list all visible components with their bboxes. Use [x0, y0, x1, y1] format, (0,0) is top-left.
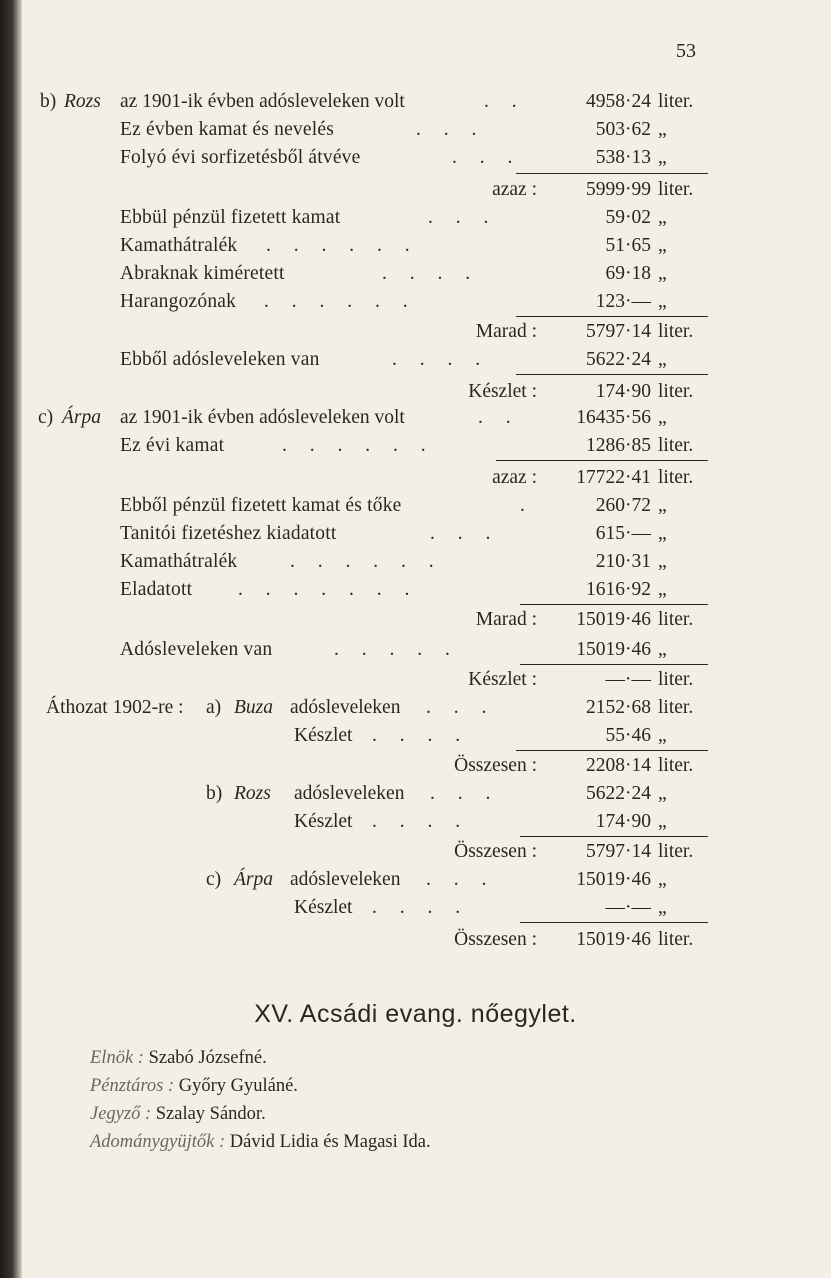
ledger-row	[0, 404, 831, 432]
row-amount: 174·90	[595, 811, 651, 832]
row-unit: „	[658, 147, 667, 168]
ledger-row	[0, 576, 831, 604]
row-amount: 210·31	[595, 551, 651, 572]
row-grain: Árpa	[62, 407, 101, 428]
row-dots: . . . .	[372, 725, 470, 746]
row-amount: 15019·46	[576, 869, 651, 890]
ledger-sum-row	[0, 838, 831, 866]
row-label: Készlet	[294, 897, 353, 918]
row-unit: „	[658, 291, 667, 312]
row-unit: liter.	[658, 435, 694, 456]
row-label: Ez évben kamat és nevelés	[120, 119, 334, 140]
row-label: az 1901-ik évben adósleveleken volt	[120, 91, 405, 112]
ledger-row	[0, 866, 831, 894]
row-unit: „	[658, 235, 667, 256]
row-amount: 5797·14	[586, 841, 651, 862]
officer-line	[90, 1046, 267, 1070]
row-unit: liter.	[658, 381, 694, 402]
row-mark: b)	[206, 783, 223, 804]
row-amount: 4958·24	[586, 91, 651, 112]
row-label: adósleveleken	[290, 869, 401, 890]
row-label: Harangozónak	[120, 291, 237, 312]
row-unit: „	[658, 349, 667, 370]
row-dots: . . .	[430, 523, 500, 544]
officer-line	[90, 1074, 298, 1098]
row-dots: . . .	[452, 147, 522, 168]
row-amount: 1286·85	[586, 435, 651, 456]
sum-label: Összesen :	[454, 929, 537, 950]
row-label: Ez évi kamat	[120, 435, 225, 456]
ledger-row	[0, 116, 831, 144]
sum-rule	[516, 374, 708, 375]
ledger-row	[0, 432, 831, 460]
row-dots: . . . . .	[334, 639, 459, 660]
sum-label: Készlet :	[468, 669, 537, 690]
row-mark: b)	[40, 91, 57, 112]
row-unit: „	[658, 897, 667, 918]
row-label: Eladatott	[120, 579, 193, 600]
row-dots: . . . .	[392, 349, 490, 370]
officer-name: Szalay Sándor.	[155, 1104, 266, 1124]
row-label: Készlet	[294, 811, 353, 832]
ledger-row	[0, 548, 831, 576]
row-amount: 1616·92	[586, 579, 651, 600]
sum-label: Készlet :	[468, 381, 537, 402]
row-mark: c)	[206, 869, 222, 890]
ledger-row	[0, 88, 831, 116]
ledger-row	[0, 694, 831, 722]
row-unit: liter.	[658, 467, 694, 488]
row-amount: 174·90	[595, 381, 651, 402]
row-grain: Árpa	[234, 869, 273, 890]
sum-rule	[520, 664, 708, 665]
row-amount: 69·18	[605, 263, 651, 284]
row-dots: .	[520, 495, 534, 516]
ledger-row	[0, 722, 831, 750]
row-dots: . .	[478, 407, 520, 428]
row-unit: liter.	[658, 321, 694, 342]
row-unit: „	[658, 119, 667, 140]
row-unit: liter.	[658, 669, 694, 690]
row-label: Kamathátralék	[120, 551, 238, 572]
row-label: adósleveleken	[294, 783, 405, 804]
row-dots: . . . . . . .	[238, 579, 419, 600]
row-grain: Rozs	[234, 783, 271, 804]
row-unit: liter.	[658, 755, 694, 776]
row-amount: 5622·24	[586, 349, 651, 370]
row-label: Ebből pénzül fizetett kamat és tőke	[120, 495, 402, 516]
officer-line	[90, 1130, 431, 1154]
row-dots: . . . .	[372, 897, 470, 918]
row-label: Adósleveleken van	[120, 639, 273, 660]
row-amount: 2152·68	[586, 697, 651, 718]
sum-rule	[520, 836, 708, 837]
row-label: Ebből adósleveleken van	[120, 349, 320, 370]
officer-line	[90, 1102, 266, 1126]
row-amount: 2208·14	[586, 755, 651, 776]
row-label: Ebbül pénzül fizetett kamat	[120, 207, 341, 228]
ledger-sum-row	[0, 926, 831, 954]
row-dots: . . .	[430, 783, 500, 804]
officer-role: Jegyző :	[90, 1104, 152, 1124]
ledger-sum-row	[0, 378, 831, 406]
ledger-row	[0, 780, 831, 808]
row-amount: 503·62	[595, 119, 651, 140]
row-amount: 55·46	[605, 725, 651, 746]
ledger-sum-row	[0, 464, 831, 492]
officer-name: Dávid Lidia és Magasi Ida.	[229, 1132, 431, 1152]
ledger-row	[0, 144, 831, 172]
sum-label: Összesen :	[454, 841, 537, 862]
row-dots: . . . . . .	[282, 435, 435, 456]
sum-label: azaz :	[492, 179, 537, 200]
row-unit: liter.	[658, 179, 694, 200]
ledger-row	[0, 346, 831, 374]
row-mark: c)	[38, 407, 54, 428]
row-amount: 15019·46	[576, 609, 651, 630]
row-amount: 17722·41	[576, 467, 651, 488]
row-amount: —·—	[605, 897, 651, 918]
row-unit: „	[658, 869, 667, 890]
row-label: Abraknak kiméretett	[120, 263, 285, 284]
row-unit: „	[658, 263, 667, 284]
row-label: az 1901-ik évben adósleveleken volt	[120, 407, 405, 428]
row-amount: —·—	[605, 669, 651, 690]
sum-rule	[520, 604, 708, 605]
row-unit: „	[658, 407, 667, 428]
sum-rule	[520, 922, 708, 923]
row-dots: . . . .	[382, 263, 480, 284]
row-amount: 16435·56	[576, 407, 651, 428]
sum-rule	[516, 173, 708, 174]
row-label: Kamathátralék	[120, 235, 238, 256]
sum-rule	[516, 750, 708, 751]
row-unit: liter.	[658, 697, 694, 718]
row-amount: 5622·24	[586, 783, 651, 804]
section-heading: XV. Acsádi evang. nőegylet.	[254, 1000, 577, 1028]
row-unit: „	[658, 579, 667, 600]
row-unit: „	[658, 639, 667, 660]
ledger-row	[0, 260, 831, 288]
ledger-row	[0, 636, 831, 664]
ledger-row	[0, 894, 831, 922]
row-dots: . . .	[416, 119, 486, 140]
sum-label: Marad :	[475, 609, 537, 630]
row-unit: „	[658, 725, 667, 746]
row-amount: 5999·99	[586, 179, 651, 200]
row-dots: . . .	[428, 207, 498, 228]
row-amount: 538·13	[595, 147, 651, 168]
row-unit: liter.	[658, 929, 694, 950]
officer-name: Szabó Józsefné.	[148, 1048, 267, 1068]
row-unit: „	[658, 523, 667, 544]
row-amount: 615·—	[595, 523, 651, 544]
row-unit: „	[658, 551, 667, 572]
officer-role: Adománygyüjtők :	[90, 1132, 226, 1152]
row-unit: „	[658, 207, 667, 228]
sum-label: azaz :	[492, 467, 537, 488]
officer-role: Elnök :	[90, 1048, 144, 1068]
row-amount: 15019·46	[576, 929, 651, 950]
row-unit: „	[658, 495, 667, 516]
ledger-sum-row	[0, 318, 831, 346]
row-dots: . . . . . .	[266, 235, 419, 256]
row-unit: „	[658, 811, 667, 832]
row-dots: . . . . . .	[264, 291, 417, 312]
row-unit: „	[658, 783, 667, 804]
ledger-sum-row	[0, 666, 831, 694]
row-label: Készlet	[294, 725, 353, 746]
ledger-sum-row	[0, 752, 831, 780]
row-unit: liter.	[658, 91, 694, 112]
row-dots: . . . .	[372, 811, 470, 832]
row-dots: . . .	[426, 869, 496, 890]
row-amount: 59·02	[605, 207, 651, 228]
row-unit: liter.	[658, 841, 694, 862]
row-amount: 260·72	[595, 495, 651, 516]
sum-rule	[496, 460, 708, 461]
ledger-row	[0, 492, 831, 520]
row-unit: liter.	[658, 609, 694, 630]
sum-rule	[516, 316, 708, 317]
row-grain: Buza	[234, 697, 273, 718]
page-number: 53	[676, 40, 696, 62]
officer-name: Győry Gyuláné.	[178, 1076, 298, 1096]
row-dots: . . .	[426, 697, 496, 718]
row-grain: Rozs	[64, 91, 101, 112]
sum-label: Összesen :	[454, 755, 537, 776]
row-dots: . .	[484, 91, 526, 112]
ledger-row	[0, 232, 831, 260]
row-label: Folyó évi sorfizetésből átvéve	[120, 147, 361, 168]
row-amount: 5797·14	[586, 321, 651, 342]
row-amount: 123·—	[595, 291, 651, 312]
carryover-label: Áthozat 1902-re :	[46, 697, 184, 718]
ledger-row	[0, 288, 831, 316]
ledger-sum-row	[0, 176, 831, 204]
row-dots: . . . . . .	[290, 551, 443, 572]
officer-role: Pénztáros :	[90, 1076, 175, 1096]
row-mark: a)	[206, 697, 222, 718]
row-amount: 51·65	[605, 235, 651, 256]
row-amount: 15019·46	[576, 639, 651, 660]
row-label: adósleveleken	[290, 697, 401, 718]
sum-label: Marad :	[475, 321, 537, 342]
ledger-row	[0, 520, 831, 548]
row-label: Tanitói fizetéshez kiadatott	[120, 523, 337, 544]
ledger-row	[0, 808, 831, 836]
ledger-row	[0, 204, 831, 232]
ledger-sum-row	[0, 606, 831, 634]
